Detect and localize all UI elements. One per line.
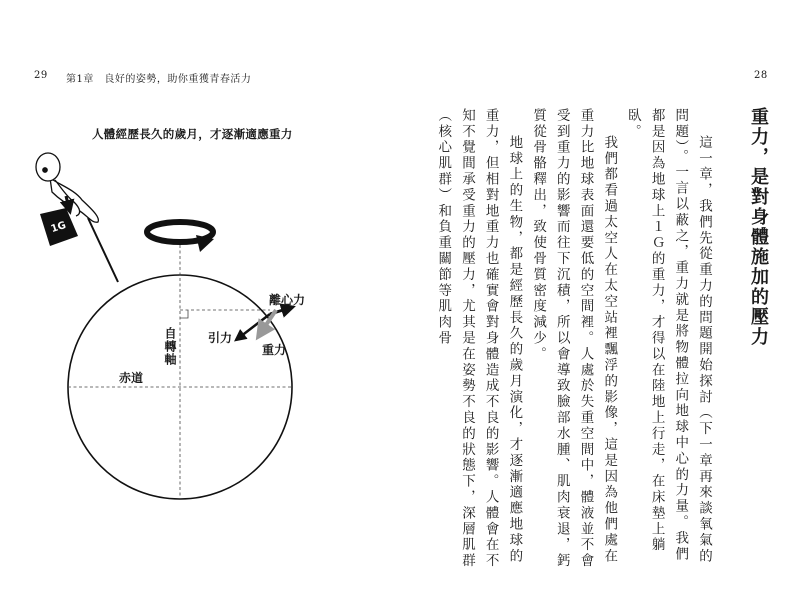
paragraph: 我們都看過太空人在太空站裡飄浮的影像，這是因為他們處在重力比地球表面還要低的空間裡。人處於失重空間中，體液並不會受到重力的影響而往下沉積，所以會導致臉部水腫、肌肉衰退，鈣質從骨骼釋出，致使骨質密度減少。	[530, 108, 618, 570]
left-page-number: 29	[34, 70, 48, 81]
paragraph: 這一章，我們先從重力的問題開始探討（下一章再來談氧氣的問題）。一言以蔽之，重力就是將物體拉向地球中心的力量。我們都是因為地球上１Ｇ的重力，才得以在陸地上行走，在床墊上躺臥。	[624, 108, 712, 565]
gravity-force-arrow	[258, 310, 276, 337]
figure-caption: 人體經歷長久的歲月，才逐漸適應重力	[92, 127, 293, 141]
article-body	[431, 108, 715, 578]
gravity-force-label: 重力	[262, 343, 287, 357]
article-title: 重力，是對身體施加的壓力	[748, 107, 769, 347]
paragraph: 地球上的生物，都是經歷長久的歲月演化，才逐漸適應地球的重力，但相對地重力也確實會對身體造成不良的影響。人體會在不知不覺間承受重力的壓力，尤其是在姿勢不良的狀態下，深層肌群（核心肌群）和負重關節等肌肉骨	[435, 108, 523, 570]
chapter-running-header: 第1章 良好的姿勢，助你重獲青春活力	[66, 74, 252, 85]
right-page-number: 28	[754, 70, 768, 81]
rotation-arrow-icon	[147, 222, 214, 252]
right-angle-mark	[180, 310, 188, 318]
centrifugal-force-label: 離心力	[269, 293, 306, 307]
attraction-force-label: 引力	[208, 331, 233, 345]
one-g-label: 1G	[49, 219, 68, 236]
rotation-axis-label: 自轉軸	[163, 327, 177, 366]
equator-label: 赤道	[119, 371, 144, 385]
